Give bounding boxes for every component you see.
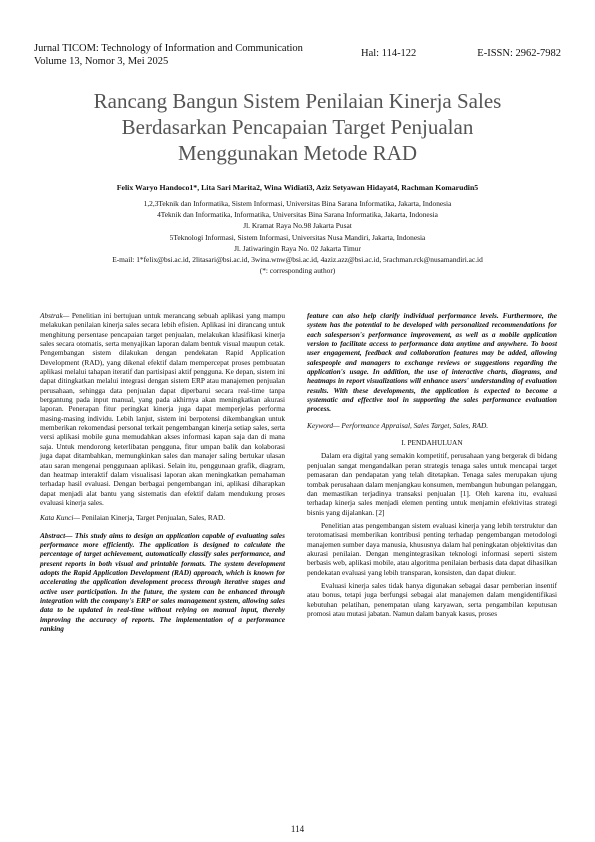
abstract-text: Penelitian ini bertujuan untuk merancang sebuah aplikasi yang mampu melakukan penilaian kinerja sales secara lebih efisien. Aplikasi ini dirancang untuk menghitung persentase pencapaian target penjualan, melakukan klasifikasi kinerja sales secara otomatis, serta menyajikan laporan dalam bentuk visual maupun cetak. Pengembangan sistem dilakukan dengan pendekatan Rapid Application Development (RAD), yang dikenal efektif dalam mempercepat proses pembuatan aplikasi melalui tahapan iteratif dan partisipasi aktif pengguna. Ke depan, sistem ini dapat ditingkatkan melalui integrasi dengan sistem ERP atau manajemen penjualan perusahaan, sehingga data penjualan dapat diperbarui secara real-time tanpa bergantung pada input manual, yang pada akhirnya akan meningkatkan akurasi laporan. Penerapan fitur peringkat kinerja juga dapat memperjelas performa masing-masing individu. Lebih lanjut, sistem ini berpotensi dikembangkan untuk memberikan rekomendasi personal terkait pengembangan kinerja setiap sales, serta versi aplikasi mobile guna memudahkan akses informasi kapan saja dan di mana saja. Untuk mendorong keterlibatan pengguna, fitur umpan balik dan kolaborasi juga dapat ditambahkan, memungkinkan sales dan manajer saling bertukar ulasan atau saran mengenai penggunaan aplikasi. Selain itu, penggunaan grafik, diagram, dan heatmap interaktif dalam visualisasi laporan akan meningkatkan pemahaman terhadap hasil evaluasi. Dengan berbagai pengembangan ini, aplikasi diharapkan dapat menjadi alat bantu yang sistematis dan efektif dalam mendukung proses evaluasi kinerja sales.: [40, 311, 285, 507]
email-line: E-mail: 1*felix@bsi.ac.id, 2litasari@bsi.ac.id, 3wina.wnw@bsi.ac.id, 4aziz.azz@bsi.ac.id, 5rachman.rck@nusamandiri.ac.id: [112, 255, 483, 265]
title-line: Menggunakan Metode RAD: [177, 141, 418, 165]
keywords-text: Penilaian Kinerja, Target Penjualan, Sales, RAD.: [79, 513, 226, 523]
journal-info: [34, 42, 303, 68]
affiliations: [20, 198, 575, 276]
abstract-en-label: Abstract—: [40, 530, 73, 540]
page-number: 114: [290, 824, 305, 834]
journal-name: Jurnal TICOM: Technology of Information and Communication: [34, 43, 303, 54]
abstract-english: [40, 531, 285, 634]
keywords-english: [307, 421, 557, 430]
affiliation-line: 5Teknologi Informasi, Sistem Informasi, Universitas Nusa Mandiri, Jakarta, Indonesia: [169, 232, 426, 242]
abstract-en-text: This study aims to design an application capable of evaluating sales performance more efficiently. The application is designed to calculate the percentage of target achievement, automatically classify sales performance, and present reports in both visual and printable formats. The system development adopts the Rapid Application Development (RAD) approach, which is known for accelerating the application development process through iterative stages and active user participation. In the future, the system can be enhanced through integration with the company's ERP or sales management system, allowing sales data to be updated in real-time without relying on manual input, thereby improving the accuracy of reports. The implementation of a performance ranking: [40, 530, 285, 633]
paper-title: [40, 88, 555, 166]
corresponding-note: (*: corresponding author): [259, 266, 336, 276]
right-column: [307, 311, 557, 618]
abstract-english-continued: feature can also help clarify individual performance levels. Furthermore, the system has the potential to be developed with personalized recommendations for each salesperson's performance improvement, as well as a mobile application version to facilitate access to performance data anytime and anywhere. To boost user engagement, feedback and collaboration features may be added, allowing salespeople and managers to exchange reviews or suggestions regarding the application's usage. In addition, the use of interactive charts, diagrams, and heatmaps in report visualizations will enhance users' understanding of evaluation results. With these developments, the application is expected to become a systematic and effective tool in supporting the sales performance evaluation process.: [307, 311, 557, 414]
body-paragraph: Evaluasi kinerja sales tidak hanya digunakan sebagai dasar pemberian insentif atau bonus, tetapi juga berfungsi sebagai alat manajemen dalam mengidentifikasi kebutuhan pelatihan, penempatan ulang karyawan, serta pengambilan keputusan promosi atau mutasi jabatan. Namun dalam banyak kasus, proses: [307, 580, 557, 618]
affiliation-line: 4Teknik dan Informatika, Informatika, Universitas Bina Sarana Informatika, Jakarta, Indonesia: [157, 210, 438, 220]
abstract-indonesian: [40, 311, 285, 507]
left-column: [40, 311, 285, 633]
body-paragraph: Dalam era digital yang semakin kompetitif, perusahaan yang bergerak di bidang penjualan sangat mengandalkan peran strategis tenaga sales untuk mencapai target pemasaran dan pendapatan yang telah ditetapkan. Tenaga sales merupakan ujung tombak perusahaan dalam menjangkau konsumen, membangun hubungan pelanggan, dan memastikan terjadinya transaksi penjualan [1]. Oleh karena itu, evaluasi terhadap kinerja sales menjadi elemen penting untuk menjamin efektivitas strategi bisnis yang dijalankan. [2]: [307, 451, 557, 517]
page-range: Hal: 114-122: [361, 48, 417, 59]
keywords-en-text: Performance Appraisal, Sales Target, Sales, RAD.: [339, 420, 489, 430]
title-line: Rancang Bangun Sistem Penilaian Kinerja Sales: [93, 89, 502, 113]
affiliation-line: Jl. Kramat Raya No.98 Jakarta Pusat: [243, 221, 352, 231]
title-line: Berdasarkan Pencapaian Target Penjualan: [121, 115, 474, 139]
keywords-en-label: Keyword—: [307, 420, 340, 430]
keywords-indonesian: [40, 513, 285, 522]
author-list: Felix Waryo Handoco1*, Lita Sari Marita2, Wina Widiati3, Aziz Setyawan Hidayat4, Rachman Komarudin5: [116, 183, 479, 192]
body-paragraph: Penelitian atas pengembangan sistem evaluasi kinerja yang lebih terstruktur dan terotomatisasi memberikan kontribusi penting terhadap pengembangan metodologi manajemen sumber daya manusia, khususnya dalam hal peningkatan objektivitas dan akurasi penilaian. Dengan mengintegrasikan teknologi informasi seperti sistem berbasis web, aplikasi mobile, atau algoritma penilaian berbasis data dapat dihasilkan pendekatan evaluasi yang lebih transparan, konsisten, dan dapat diukur.: [307, 520, 557, 577]
keywords-label: Kata Kunci—: [40, 513, 80, 523]
affiliation-line: 1,2,3Teknik dan Informatika, Sistem Informasi, Universitas Bina Sarana Informatika, Jakarta, Indonesia: [143, 199, 452, 208]
journal-volume: Volume 13, Nomor 3, Mei 2025: [34, 56, 169, 67]
running-header: [34, 42, 561, 72]
affiliation-line: Jl. Jatiwaringin Raya No. 02 Jakarta Timur: [234, 243, 361, 253]
abstract-label: Abstrak—: [40, 311, 70, 320]
section-heading: I. PENDAHULUAN: [401, 438, 463, 448]
issn: E-ISSN: 2962-7982: [477, 48, 561, 59]
